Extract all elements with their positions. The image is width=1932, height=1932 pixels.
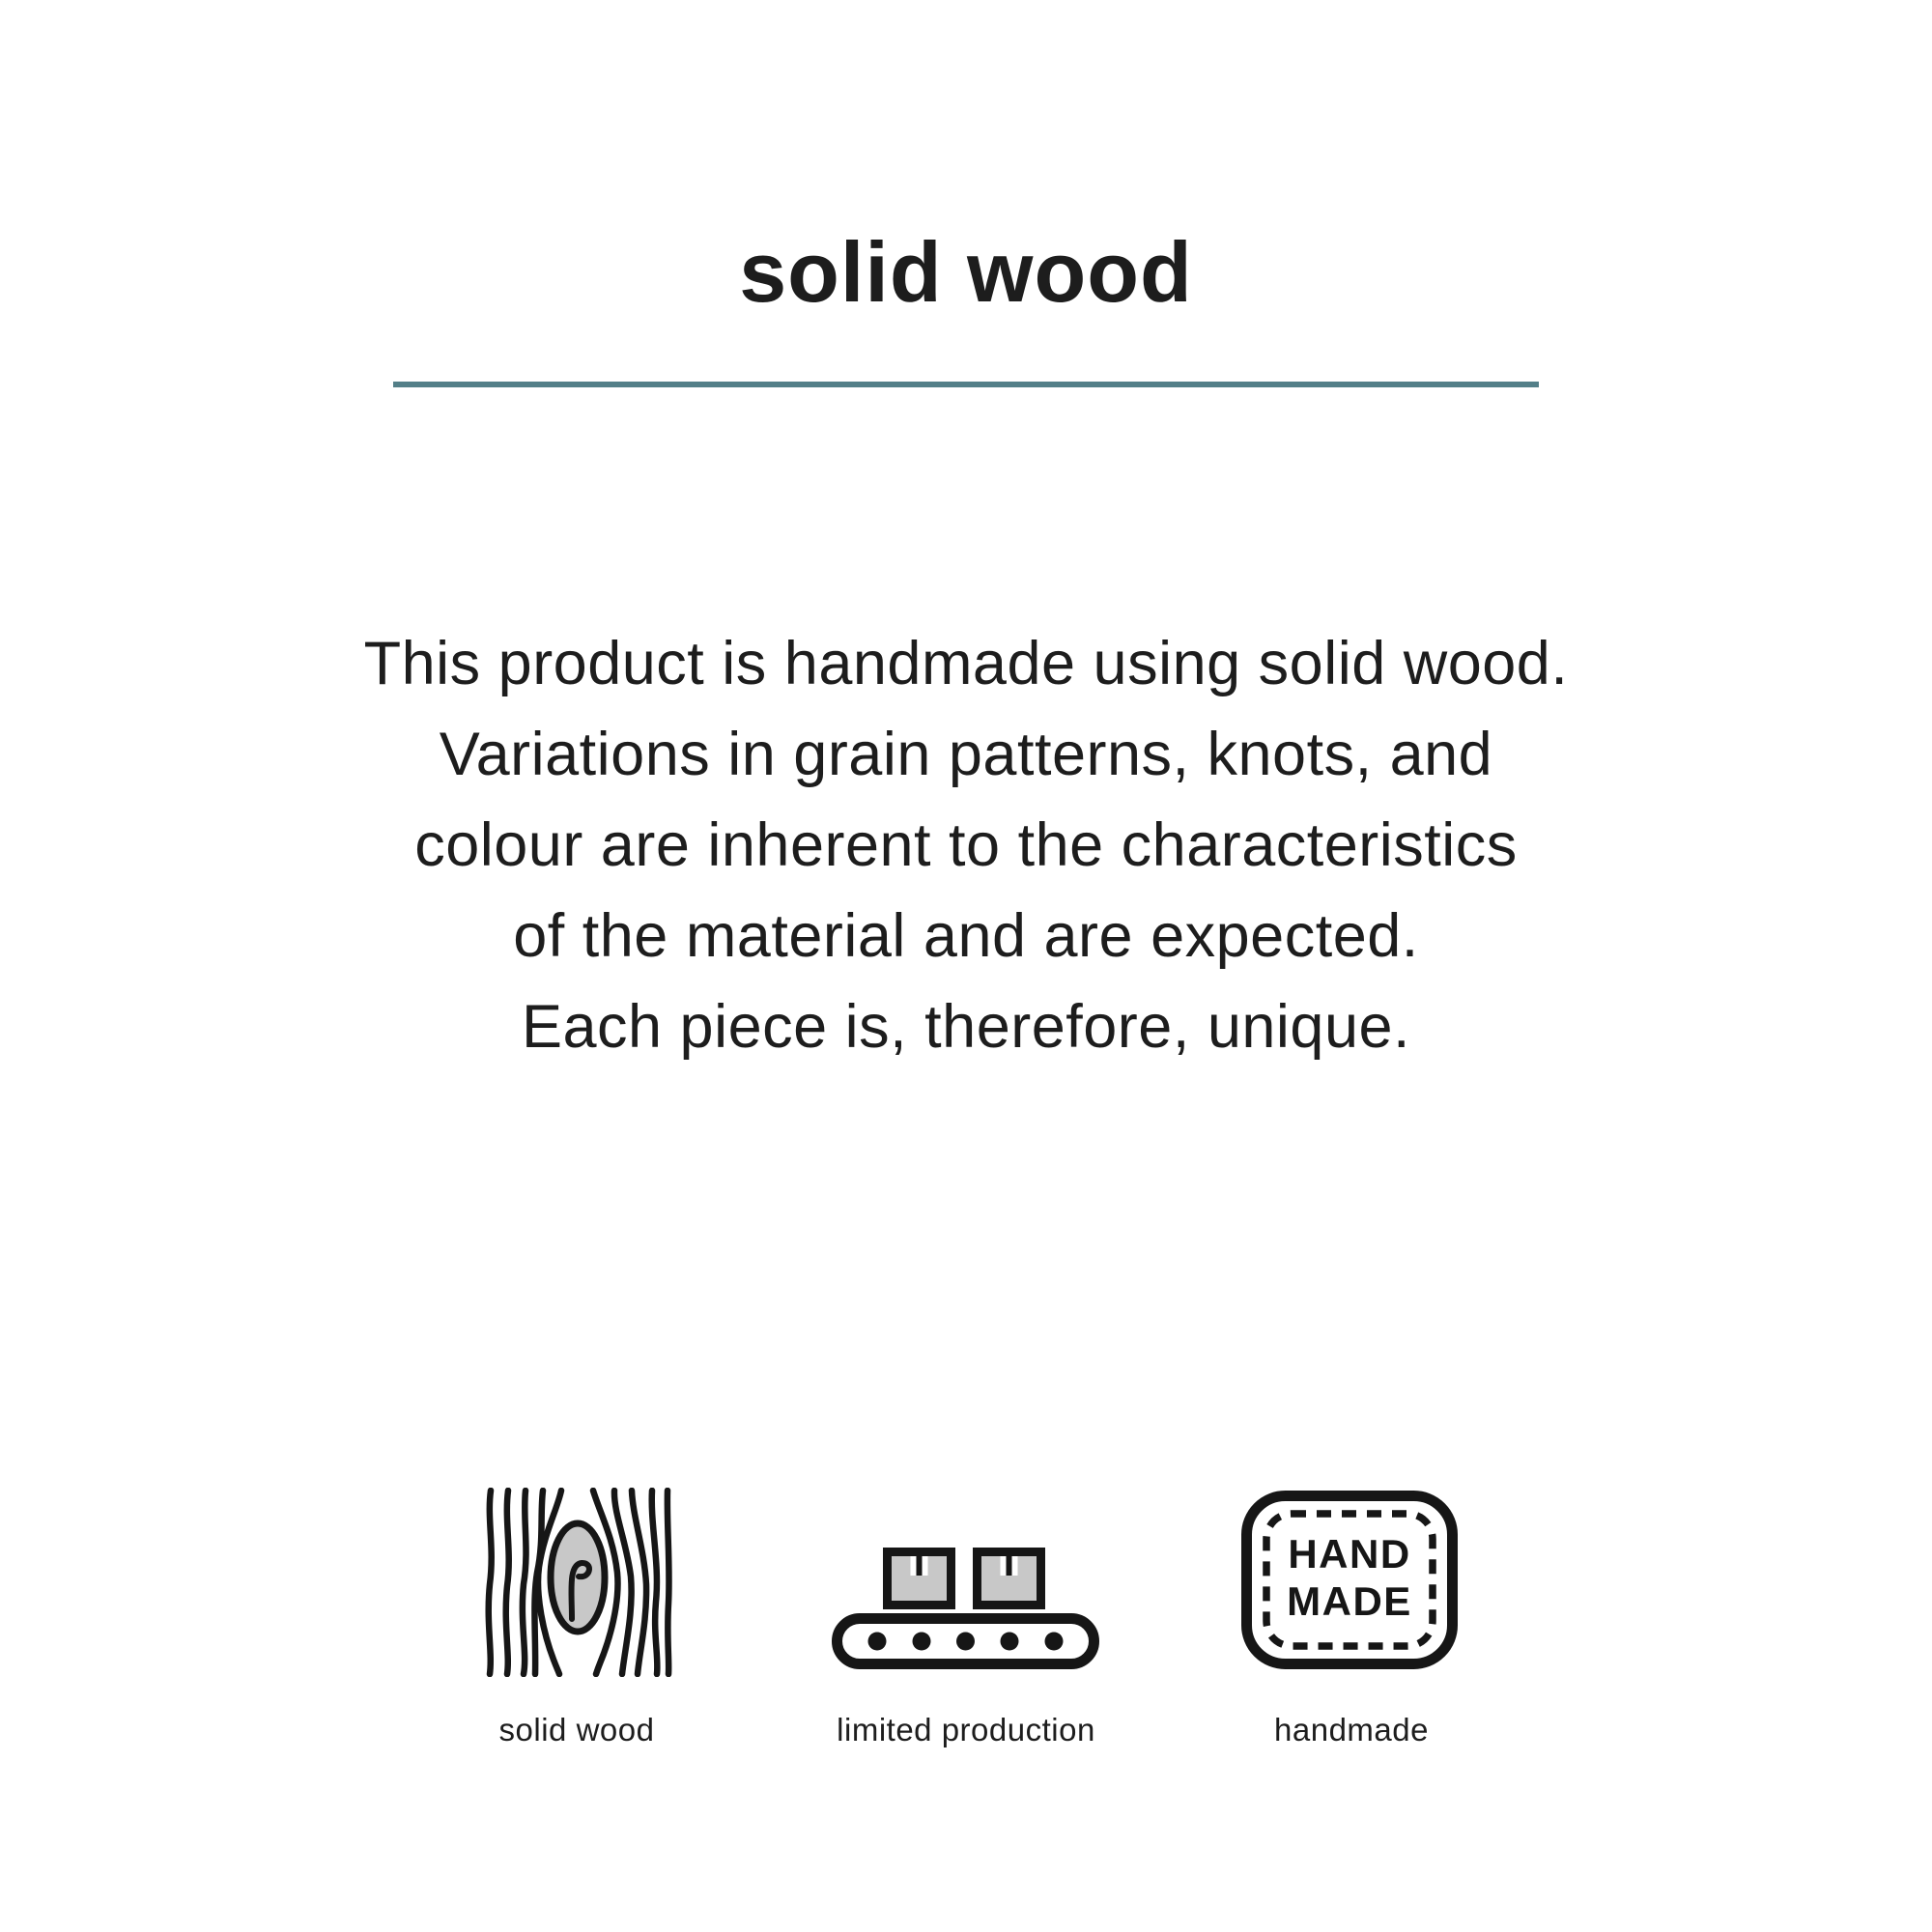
handmade-stamp-text-line2: MADE [1287, 1578, 1412, 1624]
description-line: colour are inherent to the characteristics [414, 811, 1518, 879]
page-title: solid wood [739, 224, 1193, 320]
title-divider [393, 382, 1539, 387]
description-line: Each piece is, therefore, unique. [521, 993, 1411, 1061]
description-line: Variations in grain patterns, knots, and [439, 721, 1493, 788]
feature-label-limited-production: limited production [837, 1712, 1095, 1747]
handmade-stamp-text-line1: HAND [1288, 1531, 1411, 1577]
feature-label-handmade: handmade [1274, 1712, 1429, 1747]
feature-label-solid-wood: solid wood [498, 1712, 655, 1747]
description-line: This product is handmade using solid wood. [363, 630, 1569, 697]
handmade-stamp-icon [1241, 1491, 1458, 1669]
description-line: of the material and are expected. [513, 902, 1419, 970]
product-description [0, 618, 1932, 1072]
wood-grain-icon [480, 1488, 673, 1677]
conveyor-belt-icon [832, 1548, 1099, 1669]
